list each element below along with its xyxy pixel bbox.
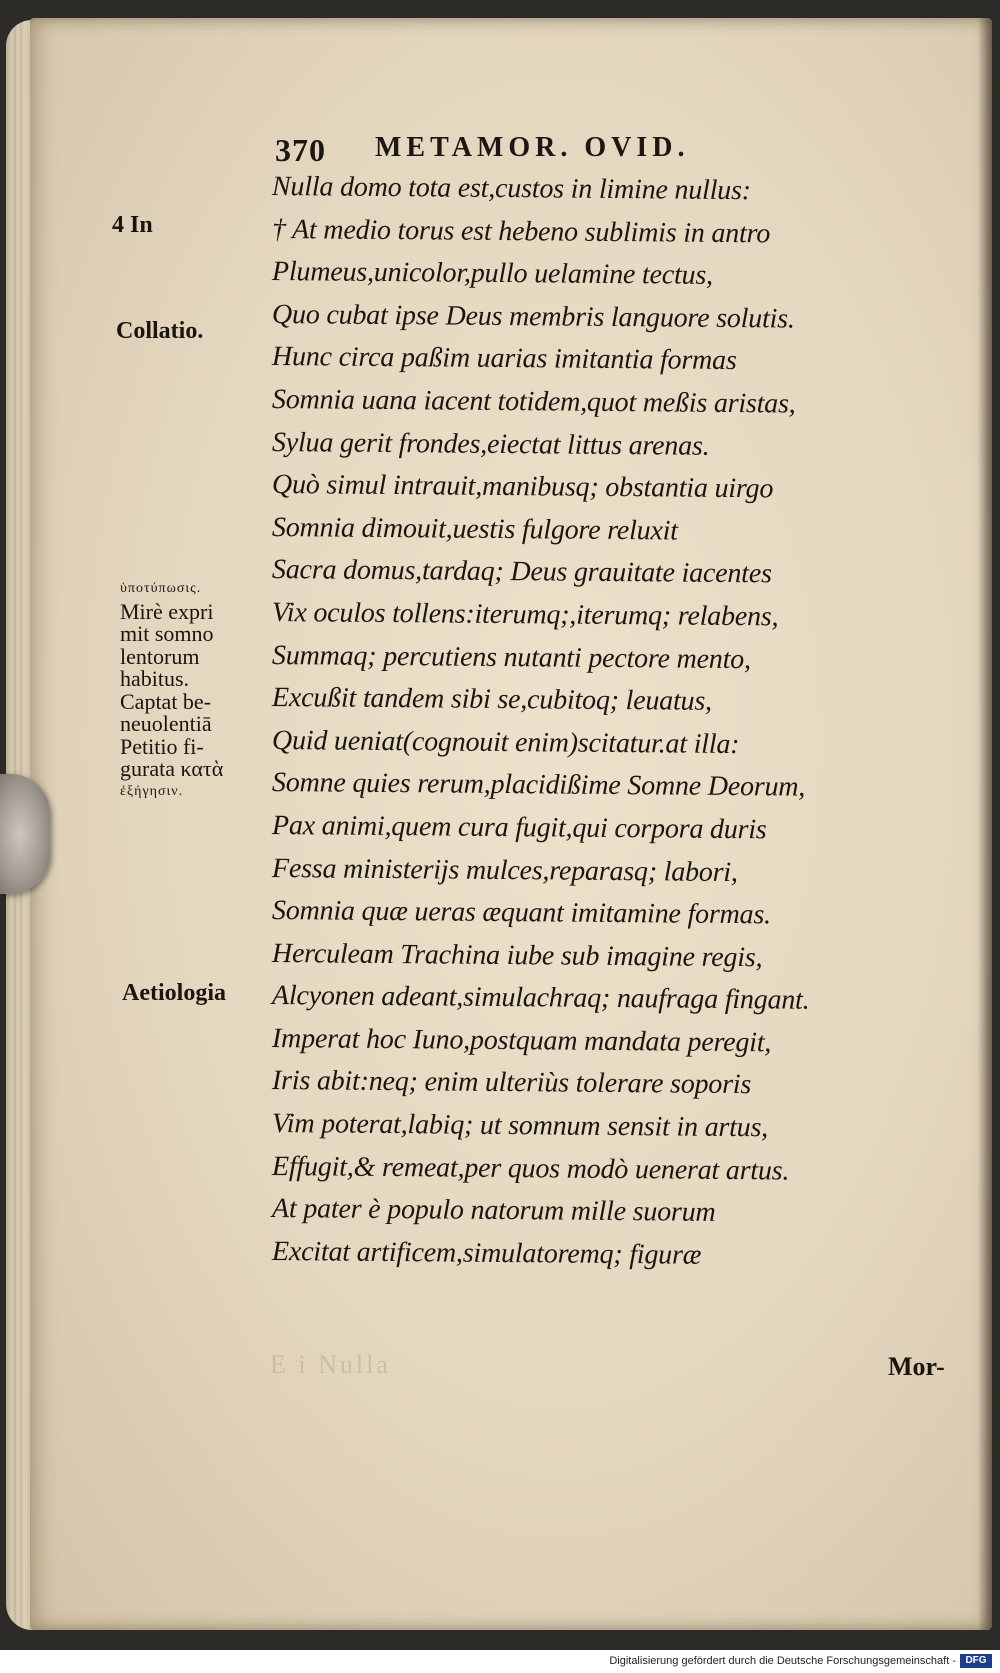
gloss-line: neuolentiā (120, 711, 212, 736)
verse-line: Quò simul intrauit,manibusq; obstantia uirgo (271, 469, 774, 505)
verse-line: Excußit tandem sibi se,cubitoq; leuatus, (271, 682, 713, 717)
verse-line: Iris abit:neq; enim ulteriùs tolerare soporis (271, 1065, 752, 1101)
gloss-line: gurata κατὰ (120, 756, 224, 781)
gloss-line: ὑποτύπωσις. (120, 581, 202, 596)
page-number: 370 (275, 132, 326, 168)
book-clasp (0, 774, 50, 894)
gloss-line: Mirè expri (120, 598, 214, 624)
gloss-line: habitus. (120, 666, 190, 691)
verse-line: Quo cubat ipse Deus membris languore solutis. (271, 298, 795, 335)
verse-text (272, 166, 892, 1273)
margin-note-aetiologia: Aetiologia (122, 980, 226, 1006)
verse-line: Effugit,& remeat,per quos modò uenerat artus. (271, 1150, 790, 1187)
verse-line: Vim poterat,labiq; ut somnum sensit in artus, (271, 1108, 769, 1144)
footer-credit: Digitalisierung gefördert durch die Deutsche Forschungsgemeinschaft - (609, 1655, 956, 1667)
verse-line: Somnia quæ ueras æquant imitamine formas. (271, 895, 772, 931)
verse-line: Somnia dimouit,uestis fulgore reluxit (271, 511, 678, 547)
verse-line: Nulla domo tota est,custos in limine nullus: (271, 171, 751, 207)
verse-line: Fessa ministerijs mulces,reparasq; labori, (271, 852, 738, 888)
running-head (275, 132, 835, 168)
book-title: METAMOR. OVID. (375, 132, 690, 163)
bleed-through-text: E i Nulla (270, 1350, 391, 1379)
dfg-logo-icon: DFG (960, 1654, 992, 1668)
margin-note-collatio: Collatio. (116, 318, 204, 344)
verse-line: Hunc circa paßim uarias imitantia formas (271, 341, 737, 377)
gloss-line: ἐξήγησιν. (120, 783, 184, 799)
verse-line: Herculeam Trachina iube sub imagine regis, (271, 937, 763, 973)
margin-note-in: 4 In (112, 212, 153, 238)
verse-line: Sylua gerit frondes,eiectat littus arenas. (271, 426, 710, 462)
verse-line: Plumeus,unicolor,pullo uelamine tectus, (271, 256, 714, 292)
catchword: Mor- (888, 1352, 945, 1381)
verse-line: Quid ueniat(cognouit enim)scitatur.at illa: (271, 724, 740, 760)
verse-line: At pater è populo natorum mille suorum (271, 1193, 716, 1229)
verse-line: Somne quies rerum,placidißime Somne Deorum, (271, 767, 806, 803)
margin-gloss-block (120, 578, 270, 803)
verse-line: Vix oculos tollens:iterumq;,iterumq; relabens, (271, 596, 779, 633)
verse-line: Sacra domus,tardaq; Deus grauitate iacentes (271, 554, 772, 590)
gloss-line: lentorum (120, 643, 200, 669)
gloss-line: Petitio fi- (120, 733, 204, 759)
verse-line: Alcyonen adeant,simulachraq; naufraga fingant. (271, 980, 810, 1016)
gloss-line: mit somno (120, 621, 214, 646)
verse-line: Excitat artificem,simulatoremq; figuræ (271, 1235, 702, 1271)
gloss-line: Captat be- (120, 688, 212, 714)
verse-line: Summaq; percutiens nutanti pectore mento, (271, 639, 751, 675)
gutter-shadow (978, 18, 992, 1630)
verse-line: † At medio torus est hebeno sublimis in antro (271, 213, 771, 249)
verse-line: Somnia uana iacent totidem,quot meßis aristas, (271, 383, 796, 420)
verse-line: Imperat hoc Iuno,postquam mandata peregit, (271, 1022, 772, 1059)
verse-line: Pax animi,quem cura fugit,qui corpora duris (271, 809, 767, 846)
